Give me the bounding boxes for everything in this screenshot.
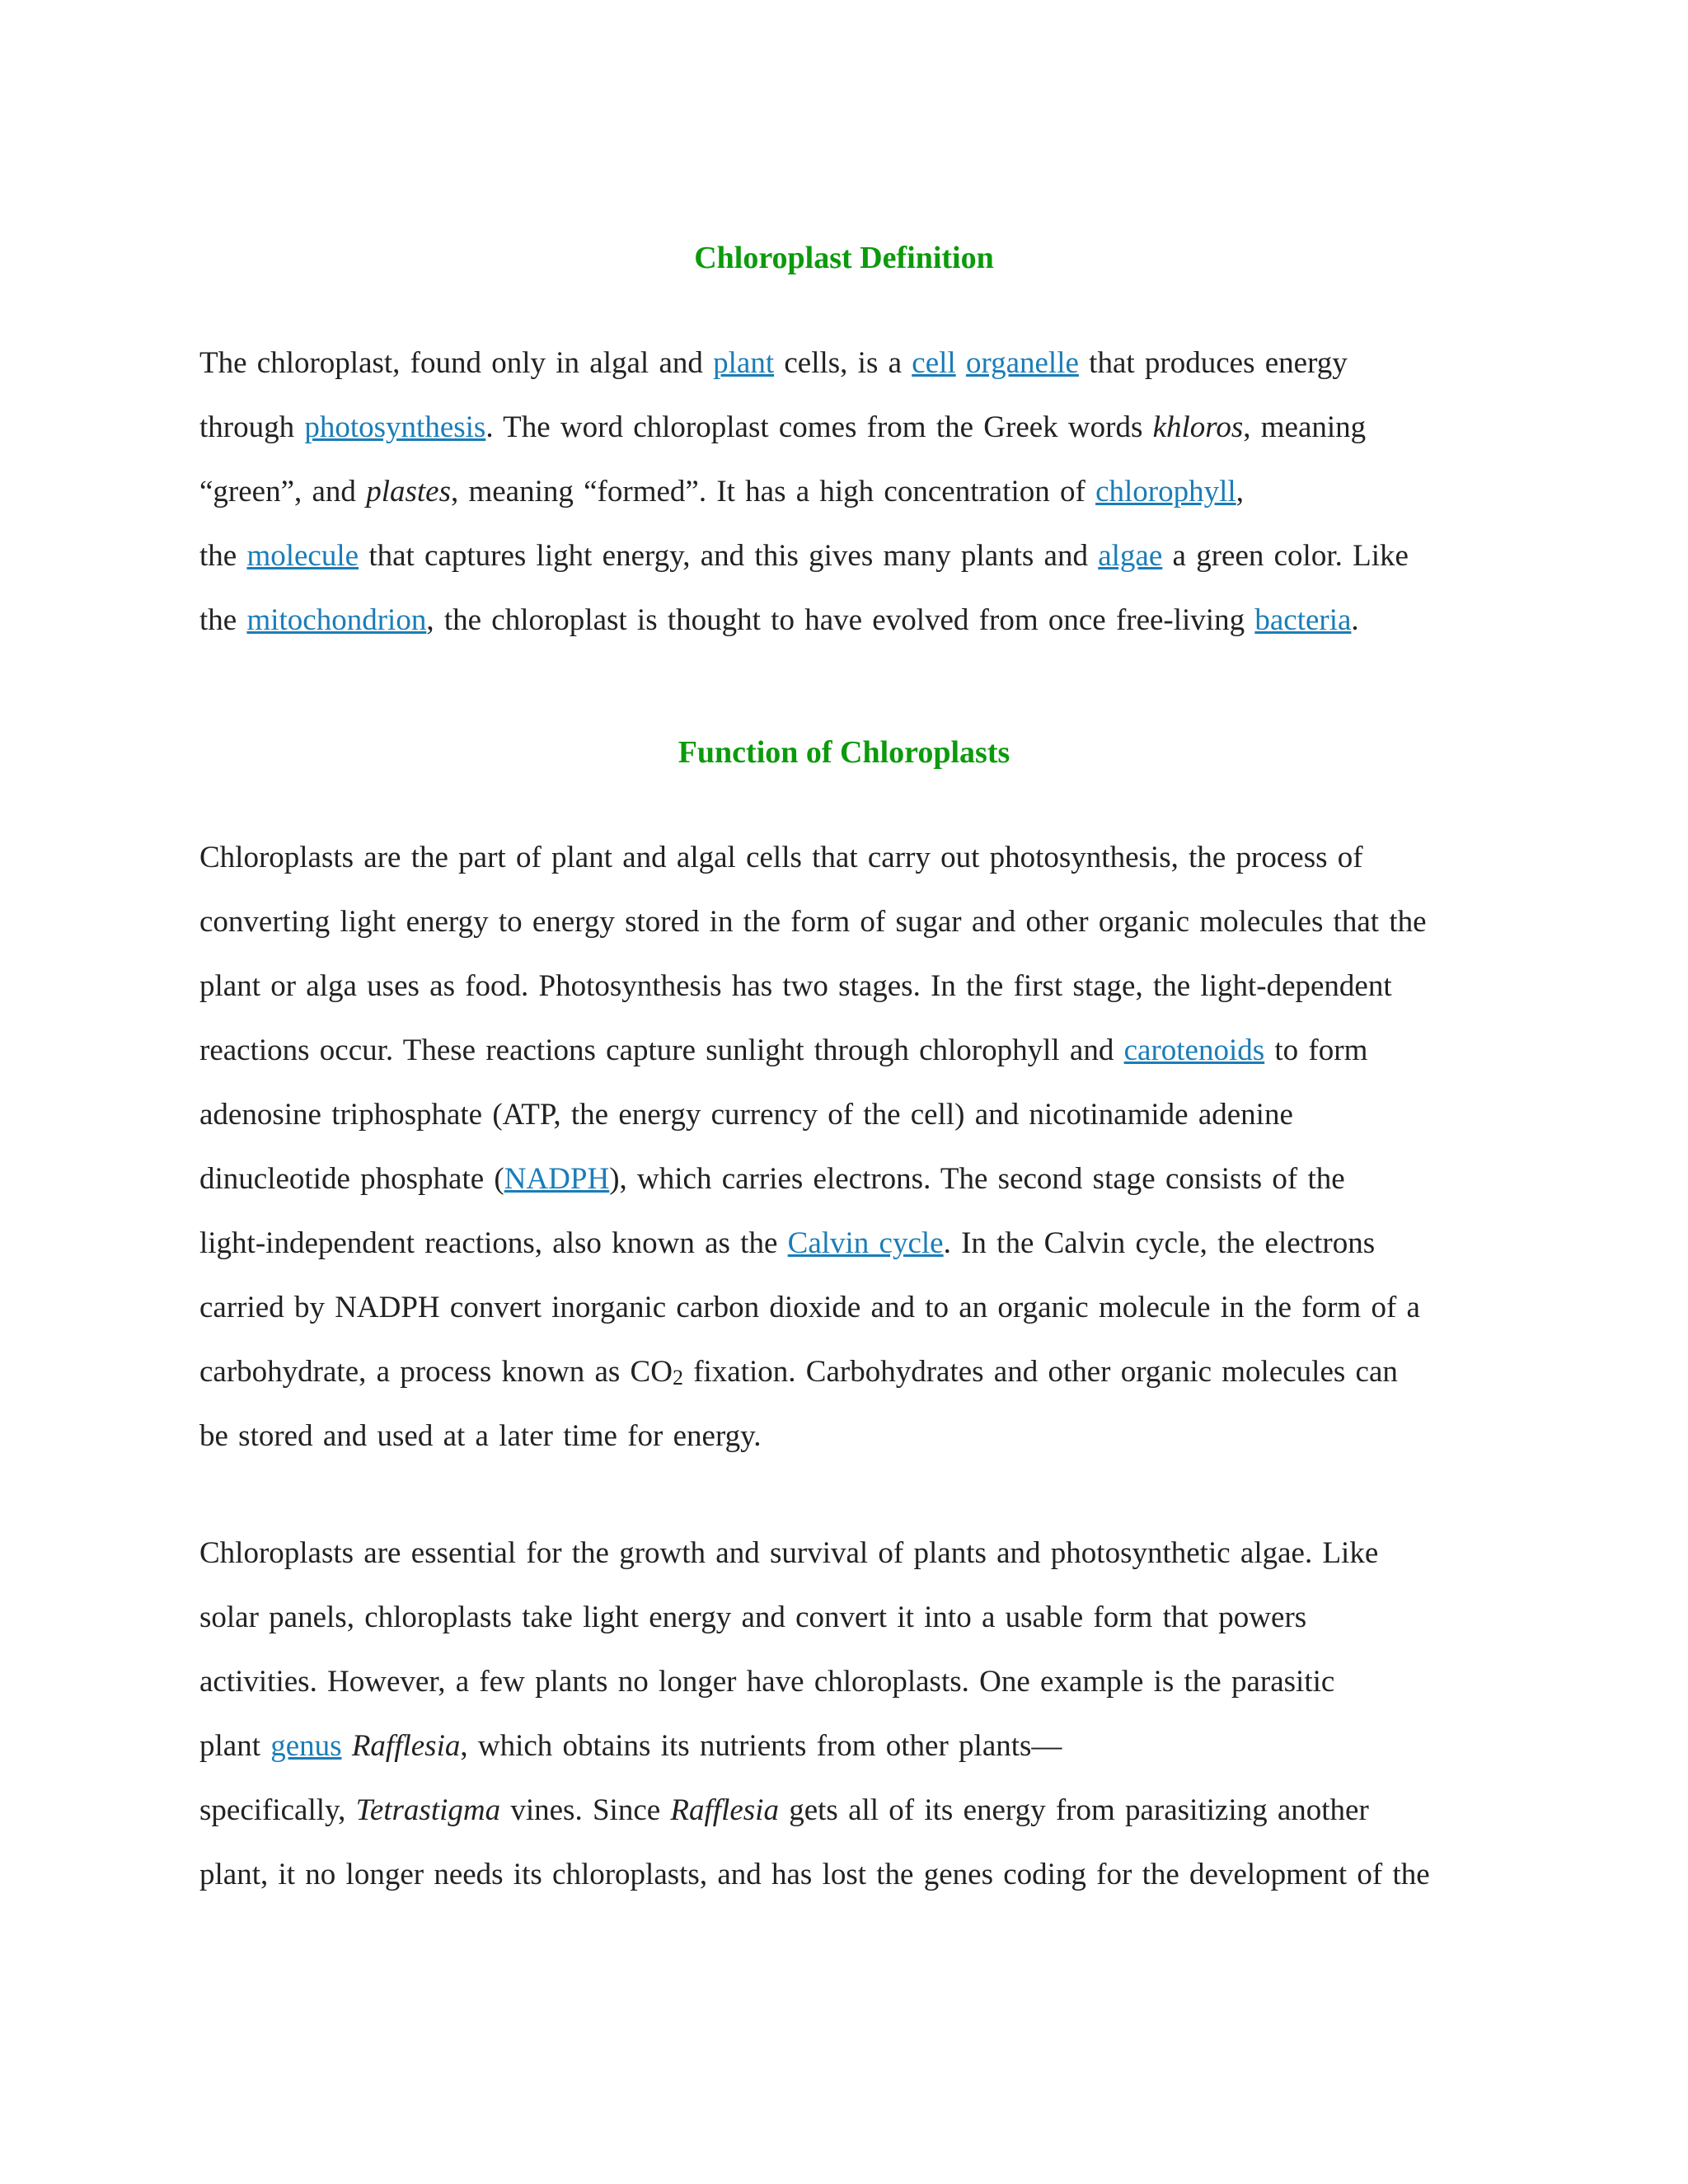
text-run: , which obtains its nutrients from other plants— [460, 1729, 1062, 1763]
italic-term: Tetrastigma [355, 1793, 501, 1827]
text-line [199, 1212, 1535, 1276]
text-run: that captures light energy, and this gives many plants and [359, 539, 1099, 573]
italic-term: Rafflesia [670, 1793, 779, 1827]
text-run: that produces energy [1078, 346, 1348, 380]
text-run: . The word chloroplast comes from the Greek words [485, 410, 1153, 444]
link-organelle[interactable]: organelle [965, 346, 1079, 380]
text-line [199, 1083, 1535, 1147]
text-line [199, 1276, 1535, 1340]
text-line [199, 890, 1535, 954]
text-line [199, 1586, 1535, 1650]
text-run: dinucleotide phosphate ( [199, 1162, 504, 1196]
text-run: through [199, 410, 305, 444]
text-run: , meaning “formed”. It has a high concentration of [450, 475, 1096, 509]
text-run: plant, it no longer needs its chloroplasts, and has lost the genes coding for the development of the [199, 1858, 1430, 1891]
subscript: 2 [672, 1366, 683, 1390]
text-run: Chloroplasts are essential for the growth and survival of plants and photosynthetic algae. Like [199, 1536, 1379, 1570]
text-run: “green”, and [199, 475, 367, 509]
text-run: , meaning [1243, 410, 1367, 444]
text-run: the [199, 539, 247, 573]
text-run: plant or alga uses as food. Photosynthesis has two stages. In the first stage, the light-dependent [199, 969, 1392, 1003]
heading-function-of-chloroplasts: Function of Chloroplasts [678, 735, 1010, 770]
text-run: , [1236, 475, 1244, 509]
text-line [199, 1340, 1535, 1404]
text-line [199, 1019, 1535, 1083]
text-line [199, 1843, 1535, 1907]
text-run: adenosine triphosphate (ATP, the energy currency of the cell) and nicotinamide adenine [199, 1098, 1293, 1132]
text-run: light-independent reactions, also known as the [199, 1226, 788, 1260]
text-line [199, 954, 1535, 1019]
text-run [342, 1729, 352, 1763]
text-line [199, 396, 1535, 460]
text-run: Chloroplasts are the part of plant and algal cells that carry out photosynthesis, the process of [199, 841, 1363, 874]
text-run: specifically, [199, 1793, 356, 1827]
text-run: fixation. Carbohydrates and other organic molecules can [682, 1355, 1398, 1389]
text-run: converting light energy to energy stored in the form of sugar and other organic molecules that the [199, 905, 1427, 939]
link-algae[interactable]: algae [1098, 539, 1163, 573]
italic-term: plastes [366, 475, 451, 509]
link-mitochondrion[interactable]: mitochondrion [246, 603, 427, 637]
text-run: gets all of its energy from parasitizing another [778, 1793, 1369, 1827]
text-run: plant [199, 1729, 271, 1763]
text-line [199, 1650, 1535, 1714]
function-paragraph-1 [199, 826, 1535, 1469]
text-run: activities. However, a few plants no longer have chloroplasts. One example is the parasitic [199, 1665, 1335, 1699]
link-plant[interactable]: plant [713, 346, 775, 380]
link-calvin-cycle[interactable]: Calvin cycle [787, 1226, 944, 1260]
text-run: vines. Since [500, 1793, 671, 1827]
text-line [199, 826, 1535, 890]
text-run: The chloroplast, found only in algal and [199, 346, 714, 380]
heading-chloroplast-definition: Chloroplast Definition [694, 241, 994, 275]
text-line [199, 588, 1535, 653]
italic-term: Rafflesia [351, 1729, 461, 1763]
text-run [956, 346, 966, 380]
text-run: reactions occur. These reactions capture sunlight through chlorophyll and [199, 1033, 1124, 1067]
definition-paragraph [199, 331, 1535, 653]
text-line [199, 331, 1535, 396]
text-line [199, 1714, 1535, 1779]
text-line [199, 1779, 1535, 1843]
link-bacteria[interactable]: bacteria [1254, 603, 1352, 637]
link-nadph[interactable]: NADPH [504, 1162, 610, 1196]
text-run: solar panels, chloroplasts take light energy and convert it into a usable form that powers [199, 1601, 1307, 1634]
link-cell[interactable]: cell [912, 346, 956, 380]
text-line [199, 1521, 1535, 1586]
text-line [199, 524, 1535, 588]
text-run: . In the Calvin cycle, the electrons [943, 1226, 1376, 1260]
text-line [199, 1404, 1535, 1469]
text-line [199, 1147, 1535, 1212]
text-run: to form [1264, 1033, 1368, 1067]
link-molecule[interactable]: molecule [246, 539, 359, 573]
text-run: , the chloroplast is thought to have evolved from once free-living [426, 603, 1255, 637]
italic-term: khloros [1152, 410, 1244, 444]
link-carotenoids[interactable]: carotenoids [1123, 1033, 1265, 1067]
link-chlorophyll[interactable]: chlorophyll [1095, 475, 1236, 509]
text-run: carried by NADPH convert inorganic carbon dioxide and to an organic molecule in the form of a [199, 1291, 1420, 1324]
text-run: carbohydrate, a process known as CO [199, 1355, 673, 1389]
link-genus[interactable]: genus [270, 1729, 342, 1763]
text-run: the [199, 603, 247, 637]
text-line [199, 460, 1535, 524]
text-run: ), which carries electrons. The second stage consists of the [609, 1162, 1345, 1196]
link-photosynthesis[interactable]: photosynthesis [304, 410, 486, 444]
function-paragraph-2 [199, 1521, 1535, 1907]
text-run: cells, is a [774, 346, 912, 380]
text-run: . [1351, 603, 1359, 637]
text-run: a green color. Like [1162, 539, 1409, 573]
text-run: be stored and used at a later time for energy. [199, 1419, 762, 1453]
